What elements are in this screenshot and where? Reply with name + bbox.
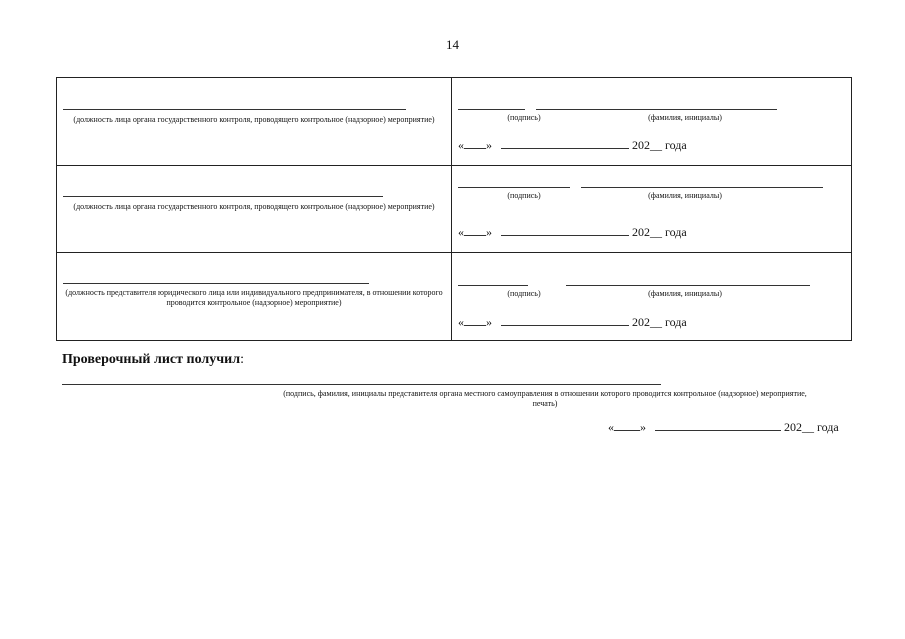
- page-number: 14: [446, 37, 459, 52]
- name-line: [581, 187, 823, 188]
- month-blank: [501, 316, 629, 326]
- year-label: 202__ года: [632, 138, 687, 152]
- date-line: « » 202__ года: [458, 138, 687, 152]
- name-caption: (фамилия, инициалы): [648, 113, 722, 122]
- receipt-title: Проверочный лист получил:: [62, 352, 244, 367]
- receipt-caption: (подпись, фамилия, инициалы представителя органа местного самоуправления в отношении которого проводится контрольное (надзорное) мероприятие, печать): [283, 389, 807, 408]
- position-caption: (должность лица органа государственного контроля, проводящего контрольное (надзорное) мероприятие): [73, 202, 435, 211]
- position-caption: (должность лица органа государственного контроля, проводящего контрольное (надзорное) мероприятие): [73, 115, 435, 124]
- year-label: 202__ года: [632, 315, 687, 329]
- position-line: [63, 109, 406, 110]
- name-caption: (фамилия, инициалы): [648, 191, 722, 200]
- day-blank: [464, 316, 486, 326]
- month-blank: [501, 139, 629, 149]
- column-divider: [451, 78, 452, 165]
- signature-line: [458, 109, 525, 110]
- day-blank: [464, 226, 486, 236]
- name-line: [536, 109, 777, 110]
- position-caption: (должность представителя юридического лица или индивидуального предпринимателя, в отношении которого проводится контрольное (надзорное) мероприятие): [65, 288, 443, 307]
- column-divider: [451, 252, 452, 340]
- year-label: 202__ года: [784, 420, 839, 434]
- receipt-date-line: « » 202__ года: [608, 420, 839, 434]
- signature-table: [56, 77, 852, 341]
- date-line: « » 202__ года: [458, 225, 687, 239]
- column-divider: [451, 165, 452, 252]
- name-line: [566, 285, 810, 286]
- signature-row: [57, 252, 851, 340]
- month-blank: [655, 421, 781, 431]
- day-blank: [464, 139, 486, 149]
- position-line: [63, 196, 383, 197]
- signature-caption: (подпись): [507, 113, 541, 122]
- position-line: [63, 283, 369, 284]
- signature-row: [57, 165, 851, 253]
- year-label: 202__ года: [632, 225, 687, 239]
- signature-caption: (подпись): [507, 289, 541, 298]
- signature-caption: (подпись): [507, 191, 541, 200]
- day-blank: [614, 421, 640, 431]
- date-line: « » 202__ года: [458, 315, 687, 329]
- month-blank: [501, 226, 629, 236]
- signature-line: [458, 285, 528, 286]
- name-caption: (фамилия, инициалы): [648, 289, 722, 298]
- receipt-line: [62, 384, 661, 385]
- signature-row: [57, 78, 851, 166]
- signature-line: [458, 187, 570, 188]
